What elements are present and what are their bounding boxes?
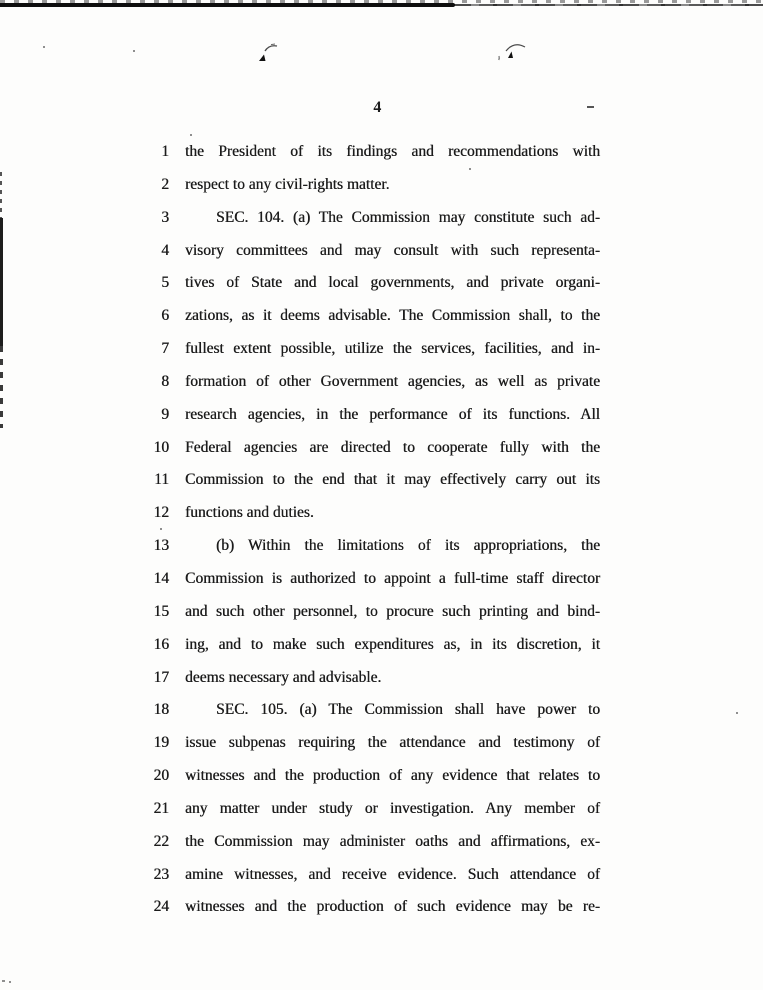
text-line [143,497,600,530]
line-number: 14 [153,569,169,587]
line-text: visory committees and may consult with such representa- [185,241,600,259]
line-text: zations, as it deems advisable. The Commission shall, to the [185,307,600,325]
line-text: functions and duties. [185,504,314,522]
text-line [143,169,600,202]
line-number: 5 [161,274,169,292]
text-line [143,235,600,268]
pen-flick-mark-icon [498,40,528,69]
line-text: the President of its findings and recommendations with [185,143,600,160]
line-number: 19 [153,734,169,752]
line-text: SEC. 104. (a) The Commission may constitute such ad- [216,208,600,226]
text-line [143,563,600,596]
text-line [143,662,600,695]
text-line [143,727,600,760]
text-line [143,399,600,432]
line-number: 16 [153,635,169,653]
line-number: 10 [153,438,169,456]
text-line [143,891,600,924]
page-number: 4 [373,99,382,116]
line-text: witnesses and the production of any evidence that relates to [185,767,600,785]
line-number: 18 [153,701,169,719]
text-line [143,136,600,169]
text-line [143,694,600,727]
line-number: 6 [161,307,169,325]
line-text: and such other personnel, to procure such printing and bind- [185,602,600,620]
line-text: Federal agencies are directed to cooperate fully with the [185,438,600,456]
line-number: 20 [153,767,169,785]
line-number: 12 [153,504,169,522]
line-number: 13 [153,537,169,555]
line-number: 23 [153,865,169,883]
line-number: 4 [161,241,169,259]
scan-speck [587,106,594,108]
scan-speck [43,46,45,48]
line-text: deems necessary and advisable. [185,668,382,686]
line-text: SEC. 105. (a) The Commission shall have power to [216,701,600,719]
line-text: Commission to the end that it may effectively carry out its [185,471,600,489]
line-text: formation of other Government agencies, as well as private [185,372,600,390]
line-text: (b) Within the limitations of its appropriations, the [216,537,600,555]
line-number: 1 [161,143,169,160]
text-line [143,859,600,892]
scan-left-streak [0,346,3,428]
text-line [143,596,600,629]
line-text: respect to any civil-rights matter. [185,175,390,193]
scan-left-streak [0,172,2,218]
line-number: 9 [161,405,169,423]
line-text: amine witnesses, and receive evidence. Such attendance of [185,865,600,883]
line-number: 3 [161,208,169,226]
scan-speck [9,981,11,983]
line-text: research agencies, in the performance of its functions. All [185,405,600,423]
scan-speck [2,980,5,982]
text-line [143,333,600,366]
line-number: 15 [153,602,169,620]
line-number: 7 [161,340,169,358]
line-text: witnesses and the production of such evidence may be re- [185,898,600,916]
line-text: any matter under study or investigation. Any member of [185,799,600,817]
line-number: 21 [153,799,169,817]
scan-speck [736,712,738,714]
line-number: 17 [153,668,169,686]
line-number: 11 [154,471,169,489]
text-line [143,464,600,497]
text-line [143,432,600,465]
scan-left-streak [0,218,3,346]
text-line [143,300,600,333]
line-text: ing, and to make such expenditures as, in its discretion, it [185,635,600,653]
line-text: Commission is authorized to appoint a full-time staff director [185,569,600,587]
line-number: 24 [153,898,169,916]
text-line [143,760,600,793]
text-line [143,267,600,300]
line-text: fullest extent possible, utilize the services, facilities, and in- [185,340,600,358]
pen-flick-mark-icon [256,42,280,69]
text-line [143,793,600,826]
scan-speck [133,50,135,52]
text-line [143,629,600,662]
bill-text-body [143,136,600,924]
line-text: issue subpenas requiring the attendance and testimony of [185,734,600,752]
text-line [143,826,600,859]
scan-top-edge-line-right [455,4,763,6]
line-number: 8 [161,372,169,390]
line-text: the Commission may administer oaths and affirmations, ex- [185,832,600,850]
line-number: 2 [161,175,169,193]
line-number: 22 [153,832,169,850]
line-text: tives of State and local governments, and private organi- [185,274,600,292]
text-line [143,202,600,235]
scan-top-edge-line-thick [0,3,455,7]
text-line [143,366,600,399]
text-line [143,530,600,563]
